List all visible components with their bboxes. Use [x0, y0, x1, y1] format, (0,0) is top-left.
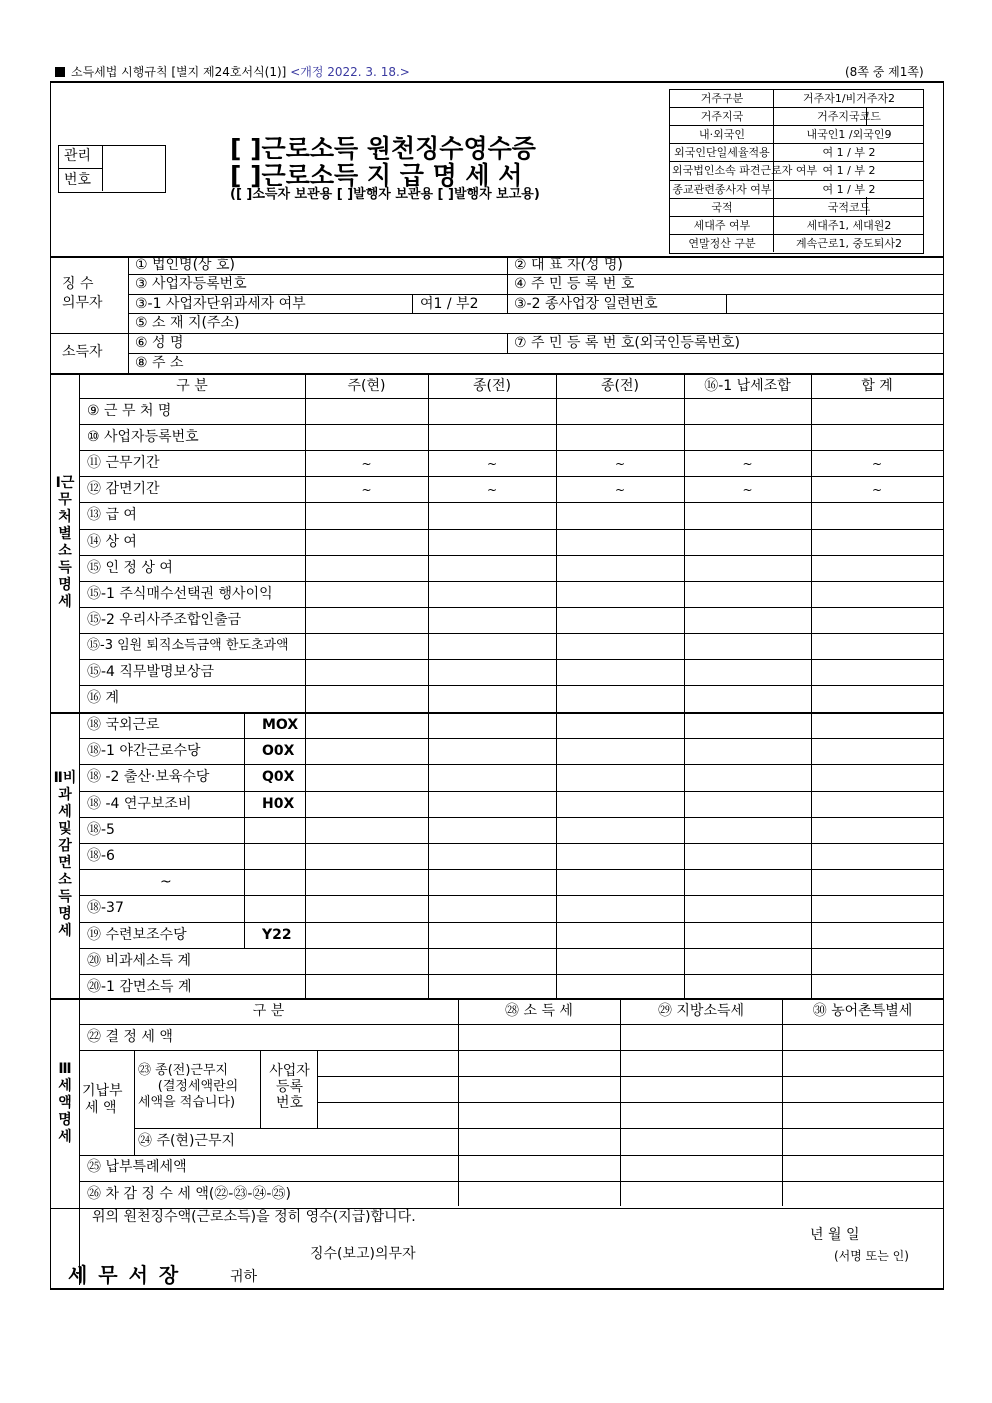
unit-taxpayer-options[interactable]: 여1 / 부2 [420, 296, 479, 312]
col-header: ㉙ 지방소득세 [657, 1003, 745, 1019]
col-header: 종(전) [601, 378, 639, 394]
col-header: ㉚ 농어촌특별세 [812, 1003, 913, 1019]
residency-label: 외국인단일세율적용 [674, 146, 770, 159]
section-2-label: Ⅱ비과세및감면소득명세 [53, 770, 77, 939]
residency-value[interactable]: 국적코드 [827, 201, 871, 214]
frame-left [50, 81, 51, 1290]
row-code: H0X [262, 796, 295, 812]
residency-value[interactable]: 세대주1, 세대원2 [806, 219, 892, 232]
row-label: ⑱ 국외근로 [87, 717, 160, 733]
law-reference [55, 66, 410, 78]
row-label: ⑳-1 감면소득 계 [87, 979, 192, 995]
row-code: Y22 [262, 927, 292, 943]
row-label: ⑩ 사업자등록번호 [87, 429, 199, 445]
row-label: ㉔ 주(현)근무지 [138, 1133, 235, 1149]
row-label: ⑱ -2 출산·보육수당 [87, 769, 210, 785]
withholder-label-1: 징 수 [62, 276, 94, 292]
revision-date: <개정 2022. 3. 18.> [290, 65, 410, 79]
row-label: ⑮-1 주식매수선택권 행사이익 [87, 586, 273, 602]
period-tilde: ~ [486, 483, 498, 497]
biz-no-label: 사업자 [269, 1063, 310, 1079]
residency-label: 연말정산 구분 [688, 237, 756, 250]
residency-label: 거주지국 [700, 110, 744, 123]
mgmt-number-input[interactable] [103, 146, 163, 190]
residency-label: 국적 [711, 201, 733, 214]
row-label: ⑳ 비과세소득 계 [87, 953, 192, 969]
withholder-label-2: 의무자 [62, 295, 103, 311]
biz-no-label: 번호 [275, 1095, 304, 1111]
residency-label: 거주구분 [700, 92, 744, 105]
biz-no-label: 등록 [275, 1079, 304, 1095]
residency-label: 내·외국인 [698, 128, 745, 141]
field-earner-id: ⑦ 주 민 등 록 번 호(외국인등록번호) [514, 335, 740, 351]
row-label: ⑮-2 우리사주조합인출금 [87, 612, 242, 628]
col-header: 구 분 [252, 1003, 285, 1019]
period-tilde: ~ [361, 457, 372, 471]
residency-value[interactable]: 거주지국코드 [817, 110, 881, 123]
row-label: ⑫ 감면기간 [87, 481, 160, 497]
residency-label: 세대주 여부 [693, 219, 751, 232]
period-tilde: ~ [742, 457, 753, 471]
period-tilde: ~ [486, 457, 498, 471]
period-tilde: ~ [614, 483, 626, 497]
row-label: ⑱-37 [87, 900, 124, 916]
copy-purpose: ([ ]소득자 보관용 [ ]발행자 보관용 [ ]발행자 보고용) [230, 187, 540, 202]
addressee-suffix: 귀하 [230, 1269, 258, 1285]
field-corp-name: ① 법인명(상 호) [135, 257, 235, 273]
row-label: ㉕ 납부특례세액 [87, 1159, 187, 1175]
row-label: ⑮-4 직무발명보상금 [87, 664, 215, 680]
row-label: 세액을 적습니다) [138, 1095, 236, 1110]
residency-value[interactable]: 계속근로1, 중도퇴사2 [796, 237, 902, 250]
earner-label: 소득자 [62, 344, 103, 360]
row-label: ㉓ 종(전)근무지 [138, 1063, 229, 1078]
row-label: ⑱-6 [87, 848, 115, 864]
row-label: ⑱-5 [87, 822, 115, 838]
title-statement: [ ]근로소득 지 급 명 세 서 [230, 161, 523, 190]
period-tilde: ~ [742, 483, 753, 497]
row-label: ⑮ 인 정 상 여 [87, 560, 173, 576]
row-code: O0X [262, 743, 295, 759]
row-label: ⑬ 급 여 [87, 507, 137, 523]
field-subsidiary-serial: ③-2 종사업장 일련번호 [514, 296, 658, 312]
square-bullet-icon [55, 67, 65, 77]
residency-value[interactable]: 여 1 / 부 2 [822, 146, 876, 159]
residency-value[interactable]: 내국인1 /외국인9 [806, 128, 892, 141]
field-resident-no: ④ 주 민 등 록 번 호 [514, 276, 635, 292]
field-biz-reg-no: ③ 사업자등록번호 [135, 276, 247, 292]
sign-or-seal: (서명 또는 인) [834, 1249, 909, 1263]
residency-value[interactable]: 거주자1/비거주자2 [802, 92, 896, 105]
prepaid-label: 기납부 [82, 1083, 123, 1099]
row-label: ~ [160, 874, 172, 890]
row-code: MOX [262, 717, 299, 733]
field-address: ⑤ 소 재 지(주소) [135, 315, 240, 331]
prepaid-label: 세 액 [85, 1100, 117, 1116]
period-tilde: ~ [361, 483, 372, 497]
residency-value[interactable]: 여 1 / 부 2 [822, 164, 876, 177]
row-label: ⑭ 상 여 [87, 534, 137, 550]
frame-right [943, 81, 944, 1290]
col-header: ⑯-1 납세조합 [704, 378, 791, 394]
frame-top [50, 81, 944, 83]
row-label: ⑪ 근무기간 [87, 455, 160, 471]
col-header: 종(전) [473, 378, 511, 394]
period-tilde: ~ [614, 457, 626, 471]
col-header: 구 분 [176, 378, 208, 394]
title-receipt: [ ]근로소득 원천징수영수증 [230, 134, 536, 163]
law-ref-text: 소득세법 시행규칙 [별지 제24호서식(1)] [71, 65, 287, 79]
field-earner-name: ⑥ 성 명 [135, 335, 184, 351]
row-label: ⑱ -4 연구보조비 [87, 796, 192, 812]
row-label: (결정세액란의 [157, 1079, 239, 1094]
field-representative: ② 대 표 자(성 명) [514, 257, 623, 273]
field-earner-address: ⑧ 주 소 [135, 355, 184, 371]
period-tilde: ~ [871, 483, 883, 497]
row-label: ⑨ 근 무 처 명 [87, 403, 172, 419]
withholder-signature-label: 징수(보고)의무자 [310, 1246, 416, 1262]
residency-value[interactable]: 여 1 / 부 2 [822, 183, 876, 196]
row-label: ㉖ 차 감 징 수 세 액(㉒-㉓-㉔-㉕) [87, 1186, 291, 1202]
col-header: 주(현) [347, 378, 386, 394]
residency-label: 종교관련종사자 여부 [672, 183, 772, 196]
residency-label: 외국법인소속 파견근로자 여부 [672, 164, 818, 177]
section-1-label: Ⅰ근무처별소득명세 [55, 474, 75, 610]
row-label: ⑮-3 임원 퇴직소득금액 한도초과액 [87, 638, 289, 653]
col-header: ㉘ 소 득 세 [505, 1003, 573, 1019]
row-label: ⑯ 계 [87, 690, 119, 706]
row-label: ㉒ 결 정 세 액 [87, 1029, 173, 1045]
period-tilde: ~ [871, 457, 883, 471]
row-label: ⑲ 수련보조수당 [87, 927, 187, 943]
mgmt-label-1: 관리 [64, 148, 92, 164]
col-header: 합 계 [861, 378, 893, 394]
page-indicator: (8쪽 중 제1쪽) [845, 65, 924, 79]
tax-office-head: 세 무 서 장 [68, 1263, 181, 1287]
section-3-label: Ⅲ세액명세 [58, 1060, 72, 1145]
mgmt-label-2: 번호 [64, 172, 92, 188]
frame-bottom [50, 1288, 944, 1290]
date-line: 년 월 일 [810, 1227, 860, 1243]
row-code: Q0X [262, 769, 295, 785]
statement-text: 위의 원천징수액(근로소득)을 정히 영수(지급)합니다. [92, 1209, 416, 1225]
row-label: ⑱-1 야간근로수당 [87, 743, 201, 759]
field-unit-taxpayer: ③-1 사업자단위과세자 여부 [135, 296, 306, 312]
